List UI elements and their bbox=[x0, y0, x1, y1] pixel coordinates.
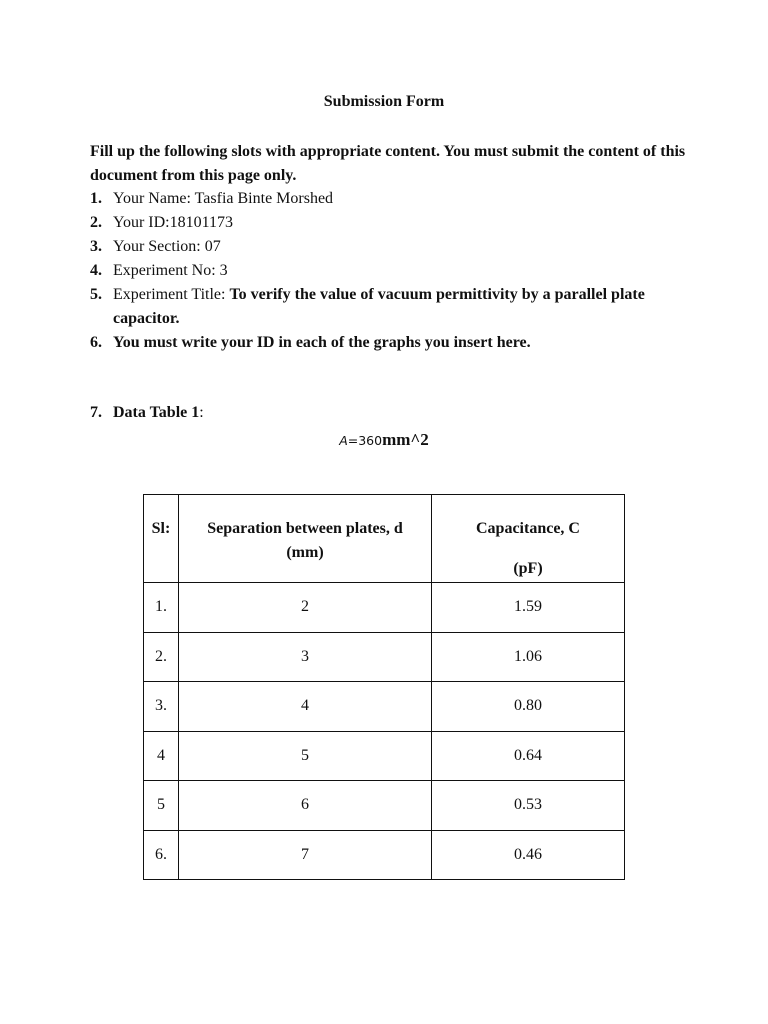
item-label: Experiment Title: bbox=[113, 286, 230, 303]
item-label: You must write your ID in each of the graphs you insert here. bbox=[113, 334, 531, 351]
header-capacitance-unit: (pF) bbox=[513, 560, 543, 577]
cell-sl: 1. bbox=[144, 583, 179, 633]
cell-capacitance: 0.53 bbox=[432, 781, 625, 831]
form-item-id bbox=[90, 211, 690, 235]
item-value: Tasfia Binte Morshed bbox=[194, 190, 334, 207]
cell-sl: 5 bbox=[144, 781, 179, 831]
item-number: 1. bbox=[90, 190, 102, 207]
item-value: To verify the value of vacuum permittivity by a parallel plate capacitor. bbox=[113, 286, 645, 327]
cell-separation: 4 bbox=[179, 682, 432, 732]
cell-capacitance: 0.80 bbox=[432, 682, 625, 732]
item-number: 7. bbox=[90, 404, 102, 421]
form-item-experiment-no bbox=[90, 259, 690, 283]
item-label: Your Section: bbox=[113, 238, 205, 255]
header-separation-line1: Separation between plates, d bbox=[207, 520, 403, 537]
page-title: Submission Form bbox=[323, 93, 445, 110]
header-capacitance-line1: Capacitance, C bbox=[476, 520, 580, 537]
table-row bbox=[144, 731, 625, 781]
item-number: 4. bbox=[90, 262, 102, 279]
table-header-row bbox=[144, 495, 625, 583]
area-symbol: A bbox=[339, 433, 348, 448]
area-equation bbox=[0, 430, 768, 450]
intro-instructions: Fill up the following slots with appropriate content. You must submit the content of this document from this page only. bbox=[90, 143, 686, 184]
cell-separation: 3 bbox=[179, 632, 432, 682]
item-number: 3. bbox=[90, 238, 102, 255]
cell-sl: 6. bbox=[144, 830, 179, 880]
header-sl: Sl: bbox=[144, 495, 179, 583]
cell-capacitance: 0.64 bbox=[432, 731, 625, 781]
cell-sl: 3. bbox=[144, 682, 179, 732]
cell-separation: 6 bbox=[179, 781, 432, 831]
cell-capacitance: 0.46 bbox=[432, 830, 625, 880]
form-item-id-note bbox=[90, 331, 690, 355]
cell-separation: 2 bbox=[179, 583, 432, 633]
item-value: 18101173 bbox=[169, 214, 234, 231]
item-number: 2. bbox=[90, 214, 102, 231]
data-table bbox=[143, 494, 625, 880]
item-label: Your ID: bbox=[113, 214, 170, 231]
data-table-label: Data Table 1 bbox=[113, 404, 200, 421]
table-row bbox=[144, 682, 625, 732]
form-item-name bbox=[90, 187, 690, 211]
item-value: 3 bbox=[219, 262, 228, 279]
header-separation bbox=[179, 495, 432, 583]
header-capacitance bbox=[432, 495, 625, 583]
header-separation-unit: (mm) bbox=[286, 544, 324, 561]
table-row bbox=[144, 632, 625, 682]
item-number: 5. bbox=[90, 286, 102, 303]
form-item-experiment-title bbox=[90, 283, 690, 331]
data-table-heading bbox=[90, 404, 690, 422]
item-number: 6. bbox=[90, 334, 102, 351]
form-items bbox=[90, 187, 690, 355]
table-row bbox=[144, 830, 625, 880]
area-unit: mm^2 bbox=[382, 430, 429, 449]
cell-sl: 2. bbox=[144, 632, 179, 682]
table-row bbox=[144, 583, 625, 633]
item-value: 07 bbox=[204, 238, 221, 255]
form-item-section bbox=[90, 235, 690, 259]
data-table-colon: : bbox=[199, 404, 204, 421]
cell-sl: 4 bbox=[144, 731, 179, 781]
item-label: Experiment No: bbox=[113, 262, 220, 279]
cell-separation: 5 bbox=[179, 731, 432, 781]
item-label: Your Name: bbox=[113, 190, 195, 207]
cell-capacitance: 1.06 bbox=[432, 632, 625, 682]
table-row bbox=[144, 781, 625, 831]
cell-capacitance: 1.59 bbox=[432, 583, 625, 633]
cell-separation: 7 bbox=[179, 830, 432, 880]
area-value: =360 bbox=[347, 433, 383, 448]
